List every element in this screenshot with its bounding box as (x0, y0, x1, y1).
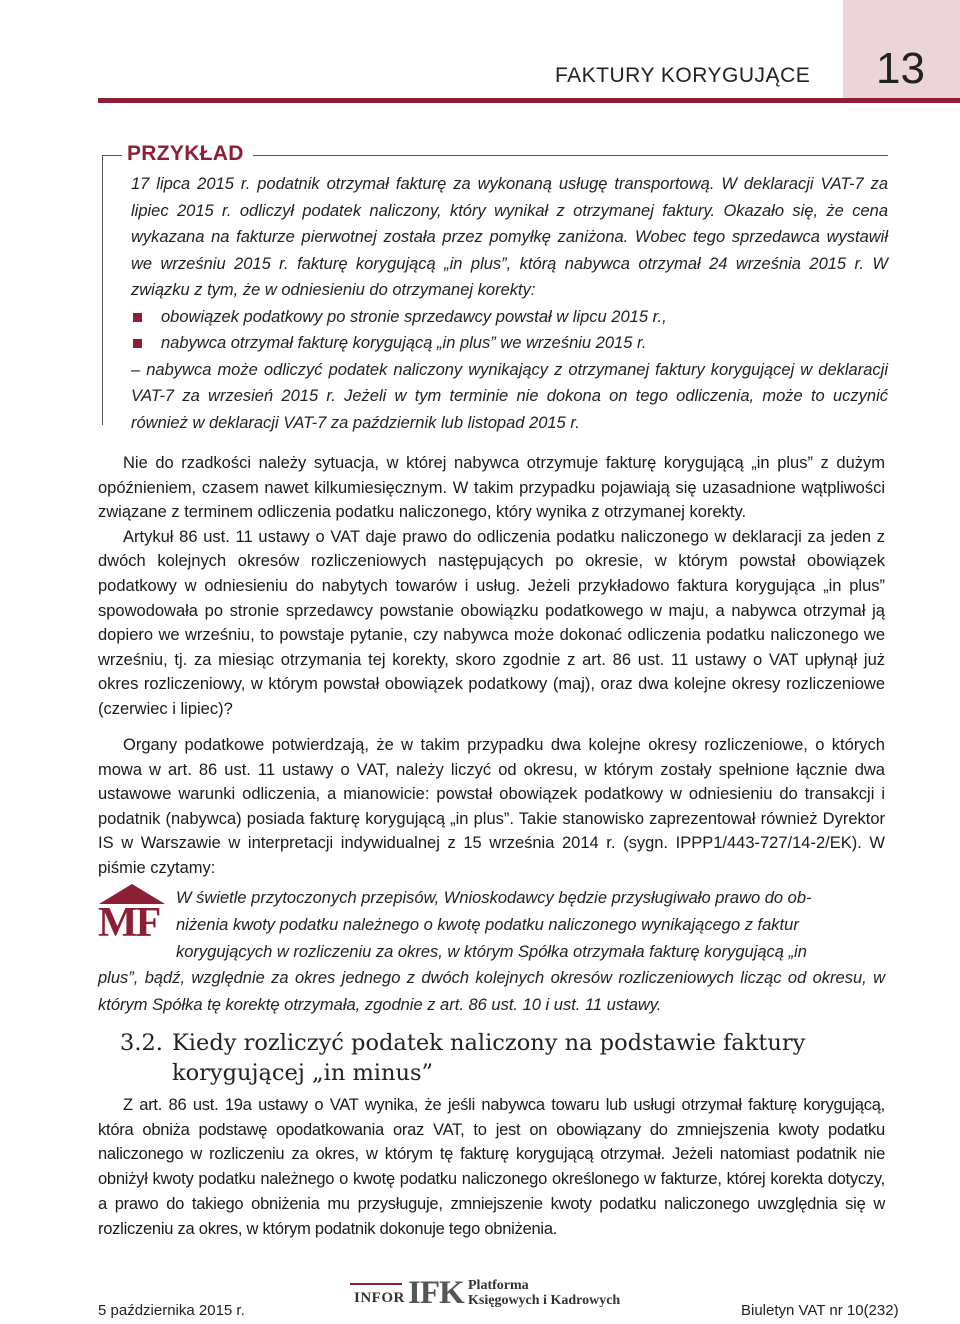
body-paragraph: Nie do rzadkości należy sytuacja, w której nabywca otrzymuje fakturę korygującą „in plus” z dużym opóźnieniem, czasem nawet kilkumiesięcznym. W takim przypadku pojawiają się uzasadnione wątpliwości związane z terminem odliczenia podatku naliczonego, który wynika z otrzymanej korekty. (98, 454, 885, 522)
example-text (131, 171, 888, 436)
quote-rest: plus”, bądź, względnie za okres jednego z dwóch kolejnych okresów rozliczeniowych licząc od okresu, w którym Spółka tę korektę otrzymała, zgodnie z art. 86 ust. 10 i ust. 11 ustawy. (98, 969, 885, 1015)
example-bullet (131, 304, 888, 331)
ministry-quote (98, 885, 885, 1019)
infor-ifk-logo (350, 1276, 640, 1310)
quote-line: korygujących w rozliczeniu za okres, w którym Spółka otrzymała fakturę korygującą „in (176, 942, 807, 961)
ifk-logo-line: Księgowych i Kadrowych (468, 1293, 621, 1308)
body-paragraph: Artykuł 86 ust. 11 ustawy o VAT daje prawo do odliczenia podatku naliczonego w deklaracji za jeden z dwóch kolejnych okresów rozliczeniowych następujących po okresie, w którym powstał obowiązek podatkowy w odniesieniu do nabytych towarów i usług. Jeżeli przykładowo faktura korygująca „in plus” spowodowała po stronie sprzedawcy powstanie obowiązku podatkowego w maju, a nabywca otrzymał ją dopiero we wrześniu, to powstaje pytanie, czy nabywca może dokonać odliczenia podatku naliczonego we wrześniu, tj. za miesiąc otrzymania tej korekty, skoro zgodnie z art. 86 ust. 11 ustawy o VAT upłynął już okres rozliczeniowy, w którym powstał obowiązek podatkowy (maj), oraz dwa kolejne okresy rozliczeniowe (czerwiec i lipiec)? (98, 527, 885, 718)
example-paragraph: 17 lipca 2015 r. podatnik otrzymał fakturę za wykonaną usługę transportową. W deklaracji VAT-7 za lipiec 2015 r. odliczył podatek naliczony, który wynikał z otrzymanej faktury. Okazało się, że cena wykazana na fakturze pierwotnej została przez pomyłkę zaniżona. Wobec tego sprzedawca wystawił we wrześniu 2015 r. fakturę korygującą „in plus”, którą nabywca otrzymał 24 września 2015 r. W związku z tym, że w odniesieniu do otrzymanej korekty: (131, 175, 888, 299)
section-title-line: Kiedy rozliczyć podatek naliczony na podstawie faktury (172, 1030, 806, 1056)
body-paragraph: Z art. 86 ust. 19a ustawy o VAT wynika, że jeśli nabywca towaru lub usługi otrzymał fakturę korygującą, która obniża podstawę opodatkowania oraz VAT, to jest on obowiązany do zmniejszenia kwoty podatku naliczonego w rozliczeniu za okres, w którym tę fakturę korygującą otrzymał. Jeżeli natomiast podatnik nie obniżył kwoty podatku należnego o kwotę podatku naliczonego określonego w fakturze, której korekta dotyczy, a prawo do takiego obniżenia mu przysługuje, zmniejszenie kwoty podatku naliczonego uwzględnia się w rozliczeniu za okres, w którym podatnik dokonuje tego obniżenia. (98, 1096, 885, 1238)
quote-line: niżenia kwoty podatku należnego o kwotę podatku naliczonego wynikającego z faktur (176, 915, 799, 934)
page-number: 13 (876, 44, 925, 93)
header-rule (98, 98, 960, 103)
section-title-line: korygującej „in minus” (172, 1060, 434, 1086)
body-section-1 (98, 451, 885, 722)
section-heading (120, 1028, 900, 1088)
running-header-title: FAKTURY KORYGUJĄCE (555, 64, 811, 87)
example-box-top-border-right (253, 155, 888, 156)
example-conclusion: – nabywca może odliczyć podatek naliczony wynikający z otrzymanej faktury korygującej w deklaracji VAT-7 za wrzesień 2015 r. Jeżeli w tym terminie nie dokona on tego odliczenia, może to uczynić również w deklaracji VAT-7 za październik lub listopad 2015 r. (131, 360, 888, 432)
example-box-left-border (102, 155, 103, 425)
mf-logo-letters: MF (98, 900, 160, 946)
example-bullet-text: obowiązek podatkowy po stronie sprzedawcy powstał w lipcu 2015 r., (161, 307, 667, 326)
quote-line: W świetle przytoczonych przepisów, Wnioskodawcy będzie przysługiwało prawo do ob- (176, 889, 812, 907)
example-box-top-border-left (102, 155, 122, 156)
bullet-square-icon (133, 313, 142, 322)
footer-date: 5 października 2015 r. (98, 1302, 245, 1319)
ifk-logo-text: IFK (408, 1275, 464, 1311)
example-heading: PRZYKŁAD (127, 142, 244, 165)
ifk-logo-line: Platforma (468, 1278, 529, 1293)
section-number: 3.2. (120, 1030, 163, 1056)
example-bullet-text: nabywca otrzymał fakturę korygującą „in plus” we wrześniu 2015 r. (161, 334, 647, 352)
infor-logo-text: INFOR (354, 1290, 405, 1306)
body-section-3 (98, 1093, 885, 1241)
footer-publication: Biuletyn VAT nr 10(232) (741, 1302, 899, 1319)
example-bullet (131, 330, 888, 357)
infor-logo-bar (350, 1283, 402, 1285)
body-paragraph: Organy podatkowe potwierdzają, że w takim przypadku dwa kolejne okresy rozliczeniowe, o których mowa w art. 86 ust. 11 ustawy o VAT, należy liczyć od okresu, w którym zostały spełnione łącznie dwa ustawowe warunki odliczenia, a mianowicie: powstał obowiązek podatkowy w odniesieniu do transakcji i podatnik (nabywca) posiada fakturę korygującą „in plus”. Takie stanowisko zaprezentował również Dyrektor IS w Warszawie w interpretacji indywidualnej z 15 września 2014 r. (sygn. IPPP1/443-727/14-2/EK). W piśmie czytamy: (98, 736, 885, 877)
bullet-square-icon (133, 339, 142, 348)
body-section-2 (98, 733, 885, 881)
